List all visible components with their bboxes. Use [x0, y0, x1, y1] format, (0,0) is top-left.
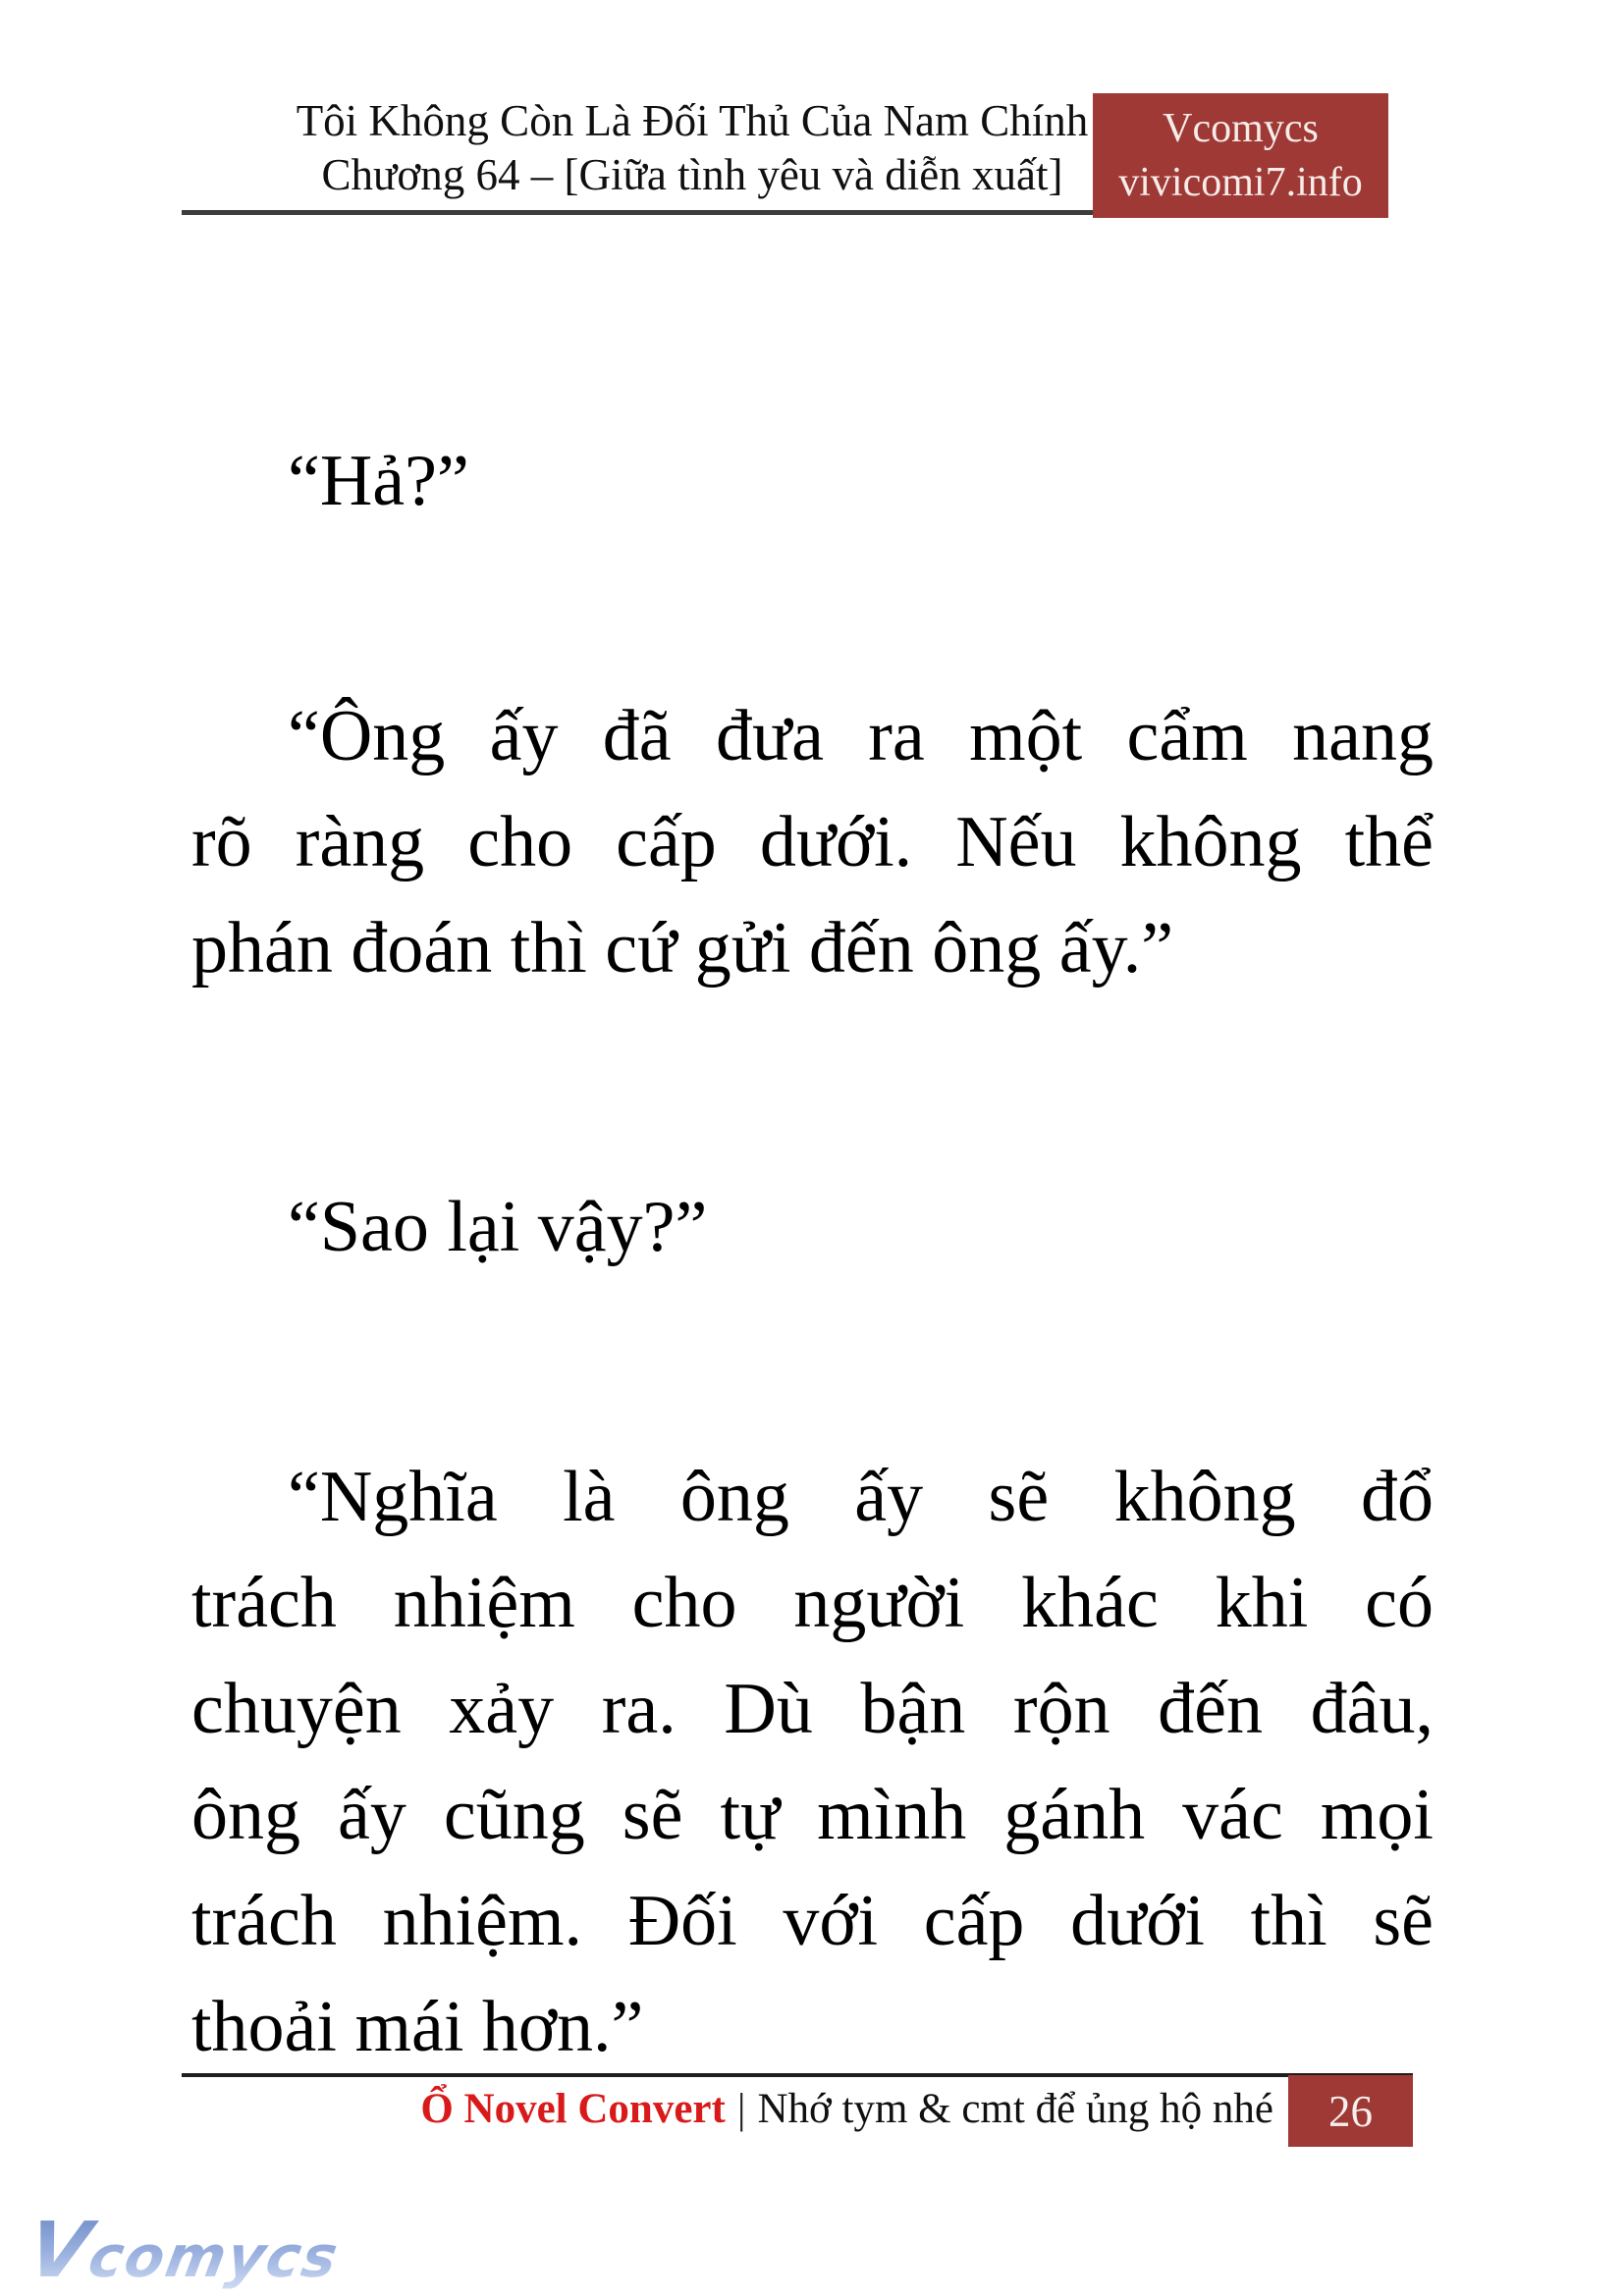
- badge-site-url: vivicomi7.info: [1118, 159, 1363, 205]
- book-title: Tôi Không Còn Là Đối Thủ Của Nam Chính: [296, 96, 1089, 145]
- paragraph: [191, 428, 1434, 534]
- footer-brand: Ổ Novel Convert: [420, 2086, 726, 2132]
- vcomycs-logo-watermark: Vcomycs: [22, 2207, 348, 2295]
- paragraph: [191, 1444, 1434, 2080]
- badge-site-name: Vcomycs: [1163, 105, 1319, 151]
- footer-note: Nhớ tym & cmt để ủng hộ nhé: [757, 2086, 1273, 2132]
- body-line: chuyện xảy ra. Dù bận rộn đến đâu,: [191, 1669, 1434, 1749]
- paragraph: [191, 1174, 1434, 1280]
- page-number: 26: [1328, 2086, 1373, 2136]
- chapter-subtitle: Chương 64 – [Giữa tình yêu và diễn xuất]: [321, 150, 1063, 199]
- site-badge: [1093, 93, 1388, 218]
- body-line: “Sao lại vậy?”: [288, 1187, 708, 1267]
- body-line: trách nhiệm cho người khác khi có: [191, 1563, 1434, 1643]
- footer-separator: |: [736, 2086, 746, 2132]
- body-line: “Nghĩa là ông ấy sẽ không đổ: [288, 1457, 1434, 1537]
- page-header: [182, 94, 1203, 202]
- body-line: “Ông ấy đã đưa ra một cẩm nang: [288, 696, 1434, 776]
- body-line: rõ ràng cho cấp dưới. Nếu không thể: [191, 802, 1434, 882]
- page-number-badge: [1288, 2075, 1413, 2147]
- body-line: phán đoán thì cứ gửi đến ông ấy.”: [191, 908, 1174, 988]
- body-line: trách nhiệm. Đối với cấp dưới thì sẽ: [191, 1881, 1434, 1961]
- body-line: thoải mái hơn.”: [191, 1987, 644, 2067]
- body-line: “Hả?”: [288, 441, 469, 521]
- paragraph: [191, 683, 1434, 1001]
- body-line: ông ấy cũng sẽ tự mình gánh vác mọi: [191, 1775, 1434, 1855]
- page-footer: [182, 2077, 1273, 2142]
